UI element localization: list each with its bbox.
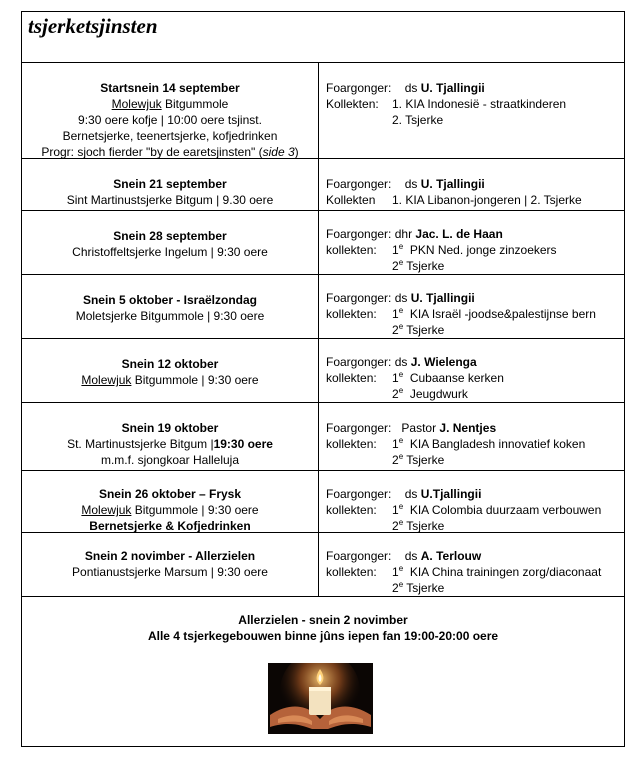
preacher-line: Foargonger: dhr Jac. L. de Haan	[326, 227, 503, 241]
service-date: Startsnein 14 september	[100, 81, 240, 95]
collection-line: 2. Tsjerke	[392, 113, 444, 127]
service-info	[22, 486, 318, 534]
preacher-line: Foargonger: ds U. Tjallingii	[326, 81, 485, 95]
service-info	[22, 420, 318, 468]
service-date: Snein 12 oktober	[121, 357, 219, 371]
service-details	[326, 226, 621, 274]
service-details	[326, 290, 621, 338]
service-info	[22, 80, 318, 160]
service-details	[326, 176, 621, 208]
divider	[21, 62, 625, 63]
service-info	[22, 176, 318, 208]
preacher-line: Foargonger: ds U.Tjallingii	[326, 487, 482, 501]
preacher-line: Foargonger: ds J. Wielenga	[326, 355, 477, 369]
footer-notice	[22, 612, 624, 644]
collection-line: 2e Jeugdwurk	[392, 386, 468, 401]
collection-line: 2e Tsjerke	[392, 580, 445, 595]
service-details	[326, 354, 621, 402]
divider	[21, 402, 625, 403]
service-date: Snein 26 oktober – Frysk	[98, 487, 242, 501]
divider	[21, 274, 625, 275]
collection-line: Kollekten: 1. KIA Indonesië - straatkinderen	[326, 97, 567, 111]
service-location: Christoffeltsjerke Ingelum | 9:30 oere	[72, 245, 268, 259]
service-date: Snein 28 september	[113, 229, 227, 243]
service-location: Pontianustsjerke Marsum | 9:30 oere	[72, 565, 268, 579]
service-location: Molewjuk Bitgummole | 9:30 oere	[81, 373, 259, 387]
service-details	[326, 486, 621, 534]
footer-text: Alle 4 tsjerkegebouwen binne jûns iepen fan 19:00-20:00 oere	[147, 629, 499, 643]
collection-line: 2e Tsjerke	[392, 518, 445, 533]
service-date: Snein 5 oktober - Israëlzondag	[82, 293, 258, 307]
candle-image	[268, 663, 373, 734]
collection-line: kollekten: 1e KIA China trainingen zorg/diaconaat	[326, 564, 602, 579]
collection-line: kollekten: 1e Cubaanse kerken	[326, 370, 504, 385]
candle-hands-icon	[268, 663, 373, 734]
preacher-line: Foargonger: Pastor J. Nentjes	[326, 421, 497, 435]
service-location: St. Martinustsjerke Bitgum |19:30 oere	[67, 437, 273, 451]
service-info	[22, 356, 318, 388]
service-note: Bernetsjerke, teenertsjerke, kofjedrinken	[62, 129, 278, 143]
service-date: Snein 2 novimber - Allerzielen	[84, 549, 256, 563]
service-note: m.m.f. sjongkoar Halleluja	[100, 453, 240, 467]
collection-line: 2e Tsjerke	[392, 452, 445, 467]
service-info	[22, 228, 318, 260]
service-location: Sint Martinustsjerke Bitgum | 9.30 oere	[66, 193, 274, 207]
preacher-line: Foargonger: ds U. Tjallingii	[326, 291, 475, 305]
divider	[21, 596, 625, 597]
divider	[21, 470, 625, 471]
service-location: Molewjuk Bitgummole | 9:30 oere	[81, 503, 259, 517]
collection-line: Kollekten 1. KIA Libanon-jongeren | 2. Tsjerke	[326, 193, 582, 207]
service-time: 9:30 oere kofje | 10:00 oere tsjinst.	[78, 113, 262, 127]
page-title: tsjerketsjinsten	[28, 14, 158, 38]
service-program: Progr: sjoch fierder "by de earetsjinsten" (side 3)	[41, 145, 299, 159]
collection-line: kollekten: 1e KIA Colombia duurzaam verbouwen	[326, 502, 602, 517]
service-date: Snein 19 oktober	[121, 421, 219, 435]
collection-line: 2e Tsjerke	[392, 258, 445, 273]
divider	[21, 210, 625, 211]
collection-line: kollekten: 1e KIA Israël -joodse&palestijnse bern	[326, 306, 596, 321]
service-location: Molewjuk Bitgummole	[111, 97, 229, 111]
divider	[21, 338, 625, 339]
service-note: Bernetsjerke & Kofjedrinken	[89, 519, 251, 533]
service-details	[326, 80, 621, 128]
collection-line: kollekten: 1e KIA Bangladesh innovatief koken	[326, 436, 586, 451]
service-details	[326, 420, 621, 468]
service-details	[326, 548, 621, 596]
column-divider	[318, 62, 319, 596]
footer-title: Allerzielen - snein 2 novimber	[238, 613, 408, 627]
service-info	[22, 548, 318, 580]
collection-line: kollekten: 1e PKN Ned. jonge zinzoekers	[326, 242, 557, 257]
service-date: Snein 21 september	[113, 177, 227, 191]
service-info	[22, 292, 318, 324]
service-location: Moletsjerke Bitgummole | 9:30 oere	[75, 309, 265, 323]
collection-line: 2e Tsjerke	[392, 322, 445, 337]
preacher-line: Foargonger: ds U. Tjallingii	[326, 177, 485, 191]
preacher-line: Foargonger: ds A. Terlouw	[326, 549, 482, 563]
